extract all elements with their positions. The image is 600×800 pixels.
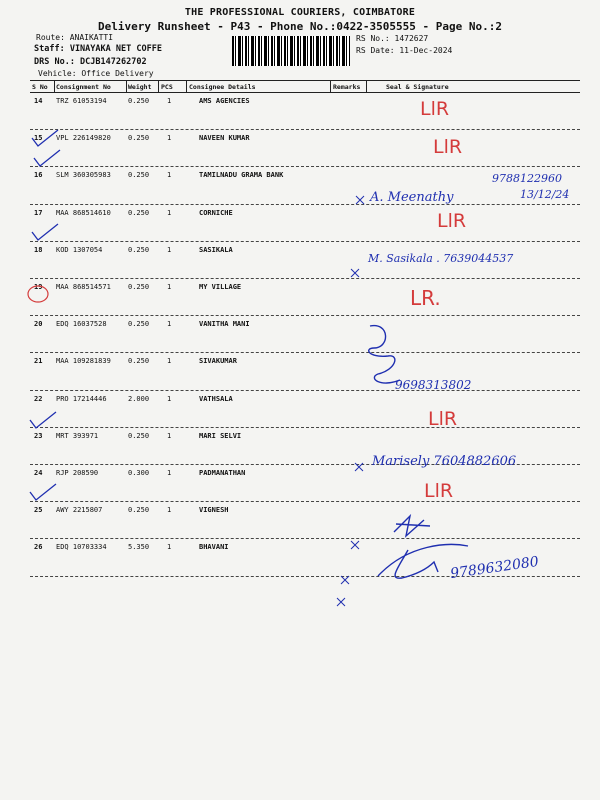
- row-pcs: 1: [167, 543, 172, 551]
- tick-mark: [32, 148, 62, 168]
- row-pcs: 1: [167, 469, 172, 477]
- row-sno: 21: [34, 357, 43, 365]
- col-header-seal: Seal & Signature: [386, 83, 449, 91]
- handwritten-phone: 9698313802: [395, 378, 472, 392]
- tick-mark: [30, 128, 60, 148]
- row-consignment: EDQ 16037528: [56, 320, 107, 328]
- row-separator: [30, 427, 580, 428]
- vehicle-label: Vehicle: Office Delivery: [38, 69, 154, 78]
- row-weight: 0.250: [128, 209, 150, 217]
- tick-mark: [30, 222, 60, 242]
- row-separator: [30, 538, 580, 539]
- row-weight: 0.250: [128, 432, 150, 440]
- handwritten-lr-mark: LR.: [410, 286, 441, 310]
- row-consignee: NAVEEN KUMAR: [199, 134, 250, 142]
- row-weight: 0.250: [128, 506, 150, 514]
- route-label: Route: ANAIKATTI: [36, 33, 114, 42]
- cross-mark: [355, 195, 365, 205]
- row-separator: [30, 129, 580, 130]
- row-separator: [30, 278, 580, 279]
- col-header-consignee: Consignee Details: [189, 83, 256, 91]
- drs-number: DRS No.: DCJB147262702: [34, 57, 147, 67]
- handwritten-phone: 9788122960: [492, 172, 562, 185]
- row-separator: [30, 166, 580, 167]
- row-weight: 2.000: [128, 395, 150, 403]
- row-consignment: VPL 226149820: [56, 134, 111, 142]
- row-consignee: SASIKALA: [199, 246, 233, 254]
- tick-mark: [28, 482, 58, 502]
- col-divider: [126, 80, 127, 92]
- row-separator: [30, 390, 580, 391]
- row-consignment: PRO 17214446: [56, 395, 107, 403]
- handwritten-signature: M. Sasikala . 7639044537: [368, 252, 514, 265]
- row-sno: 24: [34, 469, 43, 477]
- handwritten-lr-mark: LlR: [424, 480, 454, 502]
- row-consignment: SLM 360305983: [56, 171, 111, 179]
- handwritten-lr-mark: LlR: [420, 98, 450, 120]
- row-sno: 23: [34, 432, 43, 440]
- row-sno: 16: [34, 171, 43, 179]
- col-divider: [158, 80, 159, 92]
- row-consignee: VIGNESH: [199, 506, 229, 514]
- row-weight: 0.250: [128, 357, 150, 365]
- row-consignment: RJP 208590: [56, 469, 99, 477]
- col-divider: [330, 80, 331, 92]
- row-consignee: TAMILNADU GRAMA BANK: [199, 171, 284, 179]
- col-divider: [366, 80, 367, 92]
- cross-mark: [336, 597, 346, 607]
- tick-mark: [28, 410, 58, 430]
- handwritten-date: 13/12/24: [520, 188, 570, 201]
- staff-label: Staff: VINAYAKA NET COFFE: [34, 44, 162, 54]
- col-header-remarks: Remarks: [333, 83, 361, 91]
- runsheet-title: Delivery Runsheet - P43 - Phone No.:0422-3505555 - Page No.:2: [98, 20, 502, 33]
- row-weight: 5.350: [128, 543, 150, 551]
- cross-mark: [354, 462, 364, 472]
- row-separator: [30, 315, 580, 316]
- row-separator: [30, 241, 580, 242]
- header-top-rule: [30, 80, 580, 81]
- row-weight: 0.300: [128, 469, 150, 477]
- row-sno: 22: [34, 395, 43, 403]
- row-separator: [30, 576, 580, 577]
- col-header-sno: S No: [32, 83, 48, 91]
- col-divider: [54, 80, 55, 92]
- row-consignment: EDQ 10703334: [56, 543, 107, 551]
- row-consignment: MAA 109281839: [56, 357, 111, 365]
- row-consignment: TRZ 61053194: [56, 97, 107, 105]
- row-consignee: MARI SELVI: [199, 432, 242, 440]
- rs-date: RS Date: 11-Dec-2024: [356, 46, 453, 55]
- row-separator: [30, 204, 580, 205]
- row-sno: 25: [34, 506, 43, 514]
- row-weight: 0.250: [128, 283, 150, 291]
- row-weight: 0.250: [128, 246, 150, 254]
- handwritten-lr-mark: LlR: [437, 210, 467, 232]
- row-consignment: MAA 868514571: [56, 283, 111, 291]
- header-bottom-rule: [30, 92, 580, 93]
- row-sno: 26: [34, 543, 43, 551]
- row-sno: 17: [34, 209, 43, 217]
- handwritten-lr-mark: LlR: [433, 136, 463, 158]
- row-pcs: 1: [167, 97, 172, 105]
- row-consignment: KOD 1307054: [56, 246, 103, 254]
- row-sno: 19: [34, 283, 43, 291]
- rs-number: RS No.: 1472627: [356, 34, 429, 43]
- handwritten-lr-mark: LlR: [428, 408, 458, 430]
- row-consignment: MAA 868514610: [56, 209, 111, 217]
- row-consignment: MRT 393971: [56, 432, 99, 440]
- row-pcs: 1: [167, 246, 172, 254]
- row-separator: [30, 501, 580, 502]
- row-weight: 0.250: [128, 320, 150, 328]
- row-consignee: BHAVANI: [199, 543, 229, 551]
- row-consignee: SIVAKUMAR: [199, 357, 237, 365]
- signature-scribble: [360, 318, 420, 398]
- row-pcs: 1: [167, 320, 172, 328]
- row-consignee: CORNICHE: [199, 209, 233, 217]
- row-weight: 0.250: [128, 171, 150, 179]
- col-divider: [186, 80, 187, 92]
- handwritten-phone: 9789632080: [449, 553, 540, 583]
- row-consignment: AWY 2215807: [56, 506, 103, 514]
- row-pcs: 1: [167, 209, 172, 217]
- handwritten-signature: Marisely 7604882606: [372, 454, 517, 469]
- signature-scribble: [368, 538, 478, 588]
- row-sno: 20: [34, 320, 43, 328]
- cross-mark: [350, 540, 360, 550]
- company-title: THE PROFESSIONAL COURIERS, COIMBATORE: [184, 7, 416, 18]
- col-header-weight: Weight: [128, 83, 152, 91]
- row-consignee: AMS AGENCIES: [199, 97, 250, 105]
- handwritten-signature: A. Meenathy: [370, 190, 454, 205]
- cross-mark: [340, 575, 350, 585]
- row-consignee: PADMANATHAN: [199, 469, 246, 477]
- row-weight: 0.250: [128, 134, 150, 142]
- row-sno: 14: [34, 97, 43, 105]
- row-pcs: 1: [167, 134, 172, 142]
- row-pcs: 1: [167, 283, 172, 291]
- col-header-pcs: PCS: [161, 83, 173, 91]
- row-pcs: 1: [167, 432, 172, 440]
- row-sno: 15: [34, 134, 43, 142]
- circle-mark: [26, 284, 50, 304]
- row-separator: [30, 352, 580, 353]
- row-consignee: MY VILLAGE: [199, 283, 242, 291]
- row-pcs: 1: [167, 357, 172, 365]
- barcode-image: [232, 36, 350, 66]
- row-weight: 0.250: [128, 97, 150, 105]
- cross-mark: [350, 268, 360, 278]
- row-pcs: 1: [167, 506, 172, 514]
- col-header-consignment: Consignment No: [56, 83, 111, 91]
- row-pcs: 1: [167, 395, 172, 403]
- row-pcs: 1: [167, 171, 172, 179]
- row-consignee: VATHSALA: [199, 395, 233, 403]
- row-consignee: VANITHA MANI: [199, 320, 250, 328]
- row-sno: 18: [34, 246, 43, 254]
